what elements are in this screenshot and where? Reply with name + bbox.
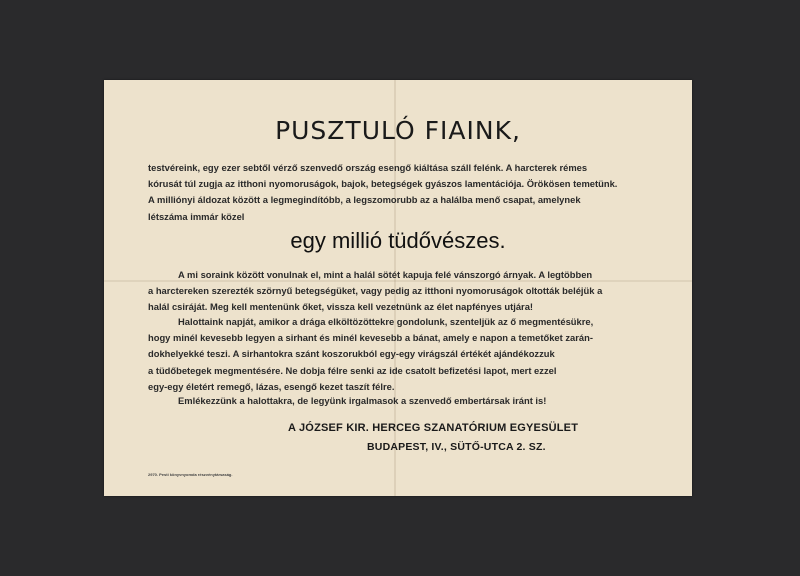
text-line: hogy minél kevesebb legyen a sirhant és minél kevesebb a bánat, amely e napon a temetőket zarán- <box>148 332 593 344</box>
poster-sheet <box>104 80 692 496</box>
text-line: létszáma immár közel <box>148 210 245 222</box>
paragraph-soldiers <box>148 267 648 316</box>
text-line: Emlékezzünk a halottakra, de legyünk irgalmasok a szenvedő embertársak iránt is! <box>178 395 547 406</box>
text-line: testvéreink, egy ezer sebtől vérző szenvedő ország esengő kiáltása száll felénk. A harcterek rémes <box>148 162 588 173</box>
text-line: A milliónyi áldozat között a legmegindítóbb, a legszomorubb az a halálba menő csapat, amelynek <box>148 194 581 206</box>
text-line: egy-egy életért remegő, lázas, esengő kezet taszít félre. <box>148 380 395 392</box>
poster-title: PUSZTULÓ FIAINK, <box>275 116 521 145</box>
paragraph-closing <box>148 393 648 409</box>
text-line: kórusát túl zugja az itthoni nyomoruságok, bajok, betegségek gyászos lamentációja. Örökösen temetünk. <box>148 178 618 190</box>
text-line: a harctereken szerezték szörnyű betegségüket, vagy pedig az itthoni nyomoruságok oltották beléjük a <box>148 285 603 297</box>
printer-imprint: 2970. Pesti könyvnyomda részvénytársaság. <box>148 472 233 477</box>
text-line: halál csiráját. Meg kell mentenünk őket, vissza kell vezetnünk az élet napfényes utjára! <box>148 301 534 313</box>
text-line: a tüdőbetegek megmentésére. Ne dobja félre senki az ide csatolt befizetési lapot, mert ezzel <box>148 364 557 376</box>
signature-address: BUDAPEST, IV., SÜTŐ-UTCA 2. SZ. <box>367 441 546 453</box>
text-line: A mi soraink között vonulnak el, mint a halál sötét kapuja felé vánszorgó árnyak. A legtöbben <box>178 269 593 280</box>
paragraph-all-souls <box>148 314 648 395</box>
signature-organization: A JÓZSEF KIR. HERCEG SZANATÓRIUM EGYESÜLET <box>288 422 579 434</box>
poster-subtitle: egy millió tüdővészes. <box>290 228 506 253</box>
paragraph-intro <box>148 160 648 225</box>
text-line: dokhelyekké teszi. A sirhantokra szánt koszorukból egy-egy virágszál értékét ajándékozzuk <box>148 348 555 360</box>
text-line: Halottaink napját, amikor a drága elköltözöttekre gondolunk, szenteljük az ő megmentésükre, <box>178 316 594 327</box>
